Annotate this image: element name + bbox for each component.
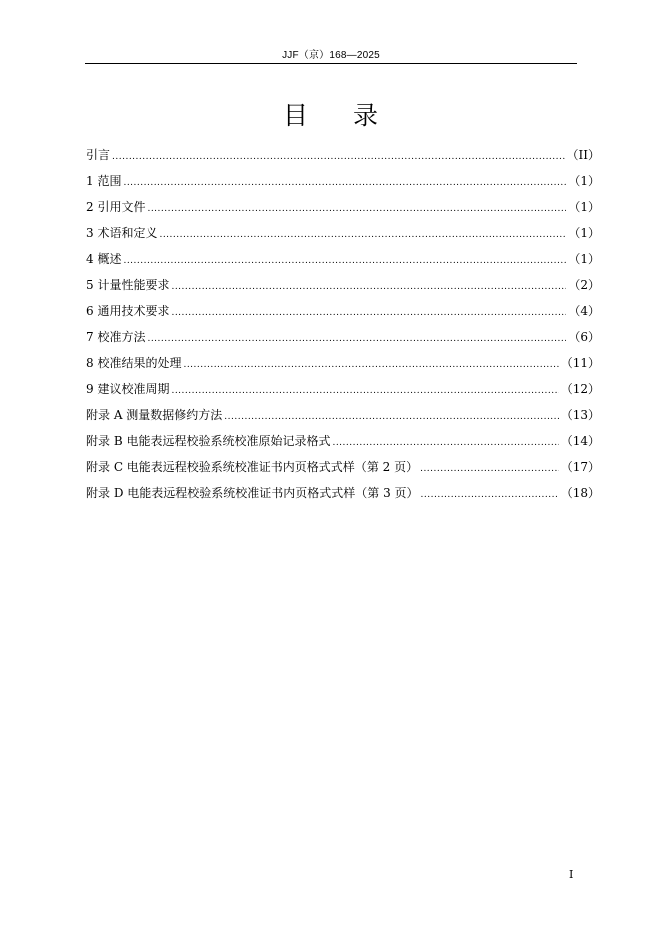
toc-entry-result-handling[interactable]	[86, 354, 600, 380]
table-of-contents	[86, 146, 600, 510]
toc-entry-calibration-methods[interactable]	[86, 328, 600, 354]
toc-dot-leader	[421, 486, 559, 504]
toc-entry-terms[interactable]	[86, 224, 600, 250]
toc-entry-foreword[interactable]	[86, 146, 600, 172]
toc-dot-leader	[112, 148, 565, 166]
toc-entry-overview[interactable]	[86, 250, 600, 276]
toc-entry-page: （1）	[568, 226, 600, 240]
toc-entry-page: （1）	[568, 252, 600, 266]
page-number: I	[569, 868, 574, 881]
toc-entry-references[interactable]	[86, 198, 600, 224]
toc-dot-leader	[183, 356, 558, 374]
toc-entry-label: 3 术语和定义	[86, 226, 158, 240]
toc-dot-leader	[171, 382, 558, 400]
toc-entry-label: 9 建议校准周期	[86, 382, 170, 396]
toc-entry-appendix-d[interactable]	[86, 484, 600, 510]
toc-dot-leader	[171, 304, 566, 322]
toc-entry-calibration-interval[interactable]	[86, 380, 600, 406]
toc-dot-leader	[420, 460, 559, 478]
toc-entry-scope[interactable]	[86, 172, 600, 198]
title-char-2: 录	[353, 101, 380, 130]
toc-dot-leader	[159, 226, 566, 244]
toc-entry-label: 6 通用技术要求	[86, 304, 170, 318]
toc-entry-technical-requirements[interactable]	[86, 302, 600, 328]
toc-entry-label: 2 引用文件	[86, 200, 146, 214]
toc-entry-label: 引言	[86, 148, 111, 162]
toc-entry-page: （1）	[568, 174, 600, 188]
toc-entry-appendix-b[interactable]	[86, 432, 600, 458]
toc-entry-label: 7 校准方法	[86, 330, 146, 344]
toc-entry-page: （4）	[568, 304, 600, 318]
toc-entry-page: （1）	[568, 200, 600, 214]
toc-entry-page: （13）	[560, 408, 600, 422]
title-char-1: 目	[282, 101, 309, 130]
toc-entry-label: 1 范围	[86, 174, 122, 188]
toc-entry-label: 附录 D 电能表远程校验系统校准证书内页格式式样（第 3 页）	[86, 486, 419, 500]
toc-dot-leader	[147, 200, 566, 218]
toc-entry-label: 附录 A 测量数据修约方法	[86, 408, 223, 422]
toc-entry-label: 8 校准结果的处理	[86, 356, 182, 370]
page-title	[85, 96, 577, 132]
toc-entry-label: 附录 B 电能表远程校验系统校准原始记录格式	[86, 434, 331, 448]
toc-entry-label: 5 计量性能要求	[86, 278, 170, 292]
toc-entry-page: （17）	[560, 460, 600, 474]
toc-entry-page: （6）	[568, 330, 600, 344]
toc-dot-leader	[123, 174, 566, 192]
toc-entry-label: 附录 C 电能表远程校验系统校准证书内页格式式样（第 2 页）	[86, 460, 419, 474]
toc-dot-leader	[171, 278, 566, 296]
toc-dot-leader	[332, 434, 558, 452]
toc-dot-leader	[147, 330, 566, 348]
header-divider	[85, 63, 577, 64]
toc-entry-page: （14）	[560, 434, 600, 448]
toc-entry-metrological-requirements[interactable]	[86, 276, 600, 302]
document-header-code: JJF（京）168—2025	[282, 50, 380, 61]
toc-entry-appendix-a[interactable]	[86, 406, 600, 432]
toc-entry-page: （11）	[560, 356, 600, 370]
toc-entry-label: 4 概述	[86, 252, 122, 266]
toc-entry-page: （II）	[566, 148, 600, 162]
toc-dot-leader	[224, 408, 558, 426]
toc-entry-appendix-c[interactable]	[86, 458, 600, 484]
toc-entry-page: （12）	[560, 382, 600, 396]
toc-entry-page: （18）	[560, 486, 600, 500]
toc-dot-leader	[123, 252, 566, 270]
toc-entry-page: （2）	[568, 278, 600, 292]
